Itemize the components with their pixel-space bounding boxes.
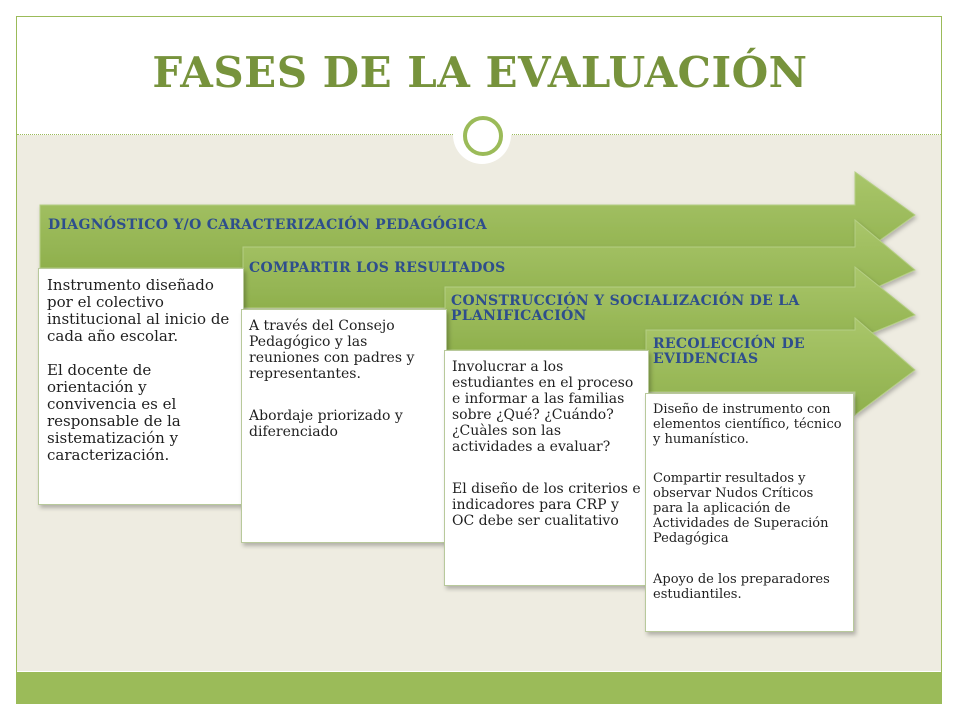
phase-4-title: RECOLECCIÓN DE EVIDENCIAS (653, 336, 805, 367)
phase-3-text-1: Involucrar a los estudiantes en el proceso e informar a las familias sobre ¿Qué? ¿Cuándo? ¿Cuàles son las actividades a evaluar? (452, 359, 634, 455)
phase-2-title: COMPARTIR LOS RESULTADOS (249, 260, 506, 276)
phase-1-box (38, 268, 244, 505)
phase-1-title: DIAGNÓSTICO Y/O CARACTERIZACIÓN PEDAGÓGICA (48, 217, 487, 233)
phase-1-text-1: Instrumento diseñado por el colectivo institucional al inicio de cada año escolar. (47, 276, 230, 345)
phase-4-text-2: Compartir resultados y observar Nudos Críticos para la aplicación de Actividades de Superación Pedagógica (653, 471, 829, 546)
phase-2-text-2: Abordaje priorizado y diferenciado (249, 408, 403, 440)
slide-title: FASES DE LA EVALUACIÓN (152, 48, 808, 97)
phase-3-title: CONSTRUCCIÓN Y SOCIALIZACIÓN DE LA PLANIFICACIÓN (451, 293, 800, 324)
phase-1-text-2: El docente de orientación y convivencia es el responsable de la sistematización y caracterización. (47, 361, 181, 464)
phase-4-box (645, 393, 854, 632)
phase-2-box (241, 309, 447, 543)
phase-2-text-1: A través del Consejo Pedagógico y las reuniones con padres y representantes. (249, 318, 415, 382)
footer-bar (17, 672, 941, 704)
phase-4-text-1: Diseño de instrumento con elementos científico, técnico y humanístico. (653, 402, 842, 447)
phase-3-box (444, 350, 649, 586)
phase-4-text-3: Apoyo de los preparadores estudiantiles. (653, 572, 830, 602)
phase-3-text-2: El diseño de los criterios e indicadores para CRP y OC debe ser cualitativo (452, 481, 641, 529)
